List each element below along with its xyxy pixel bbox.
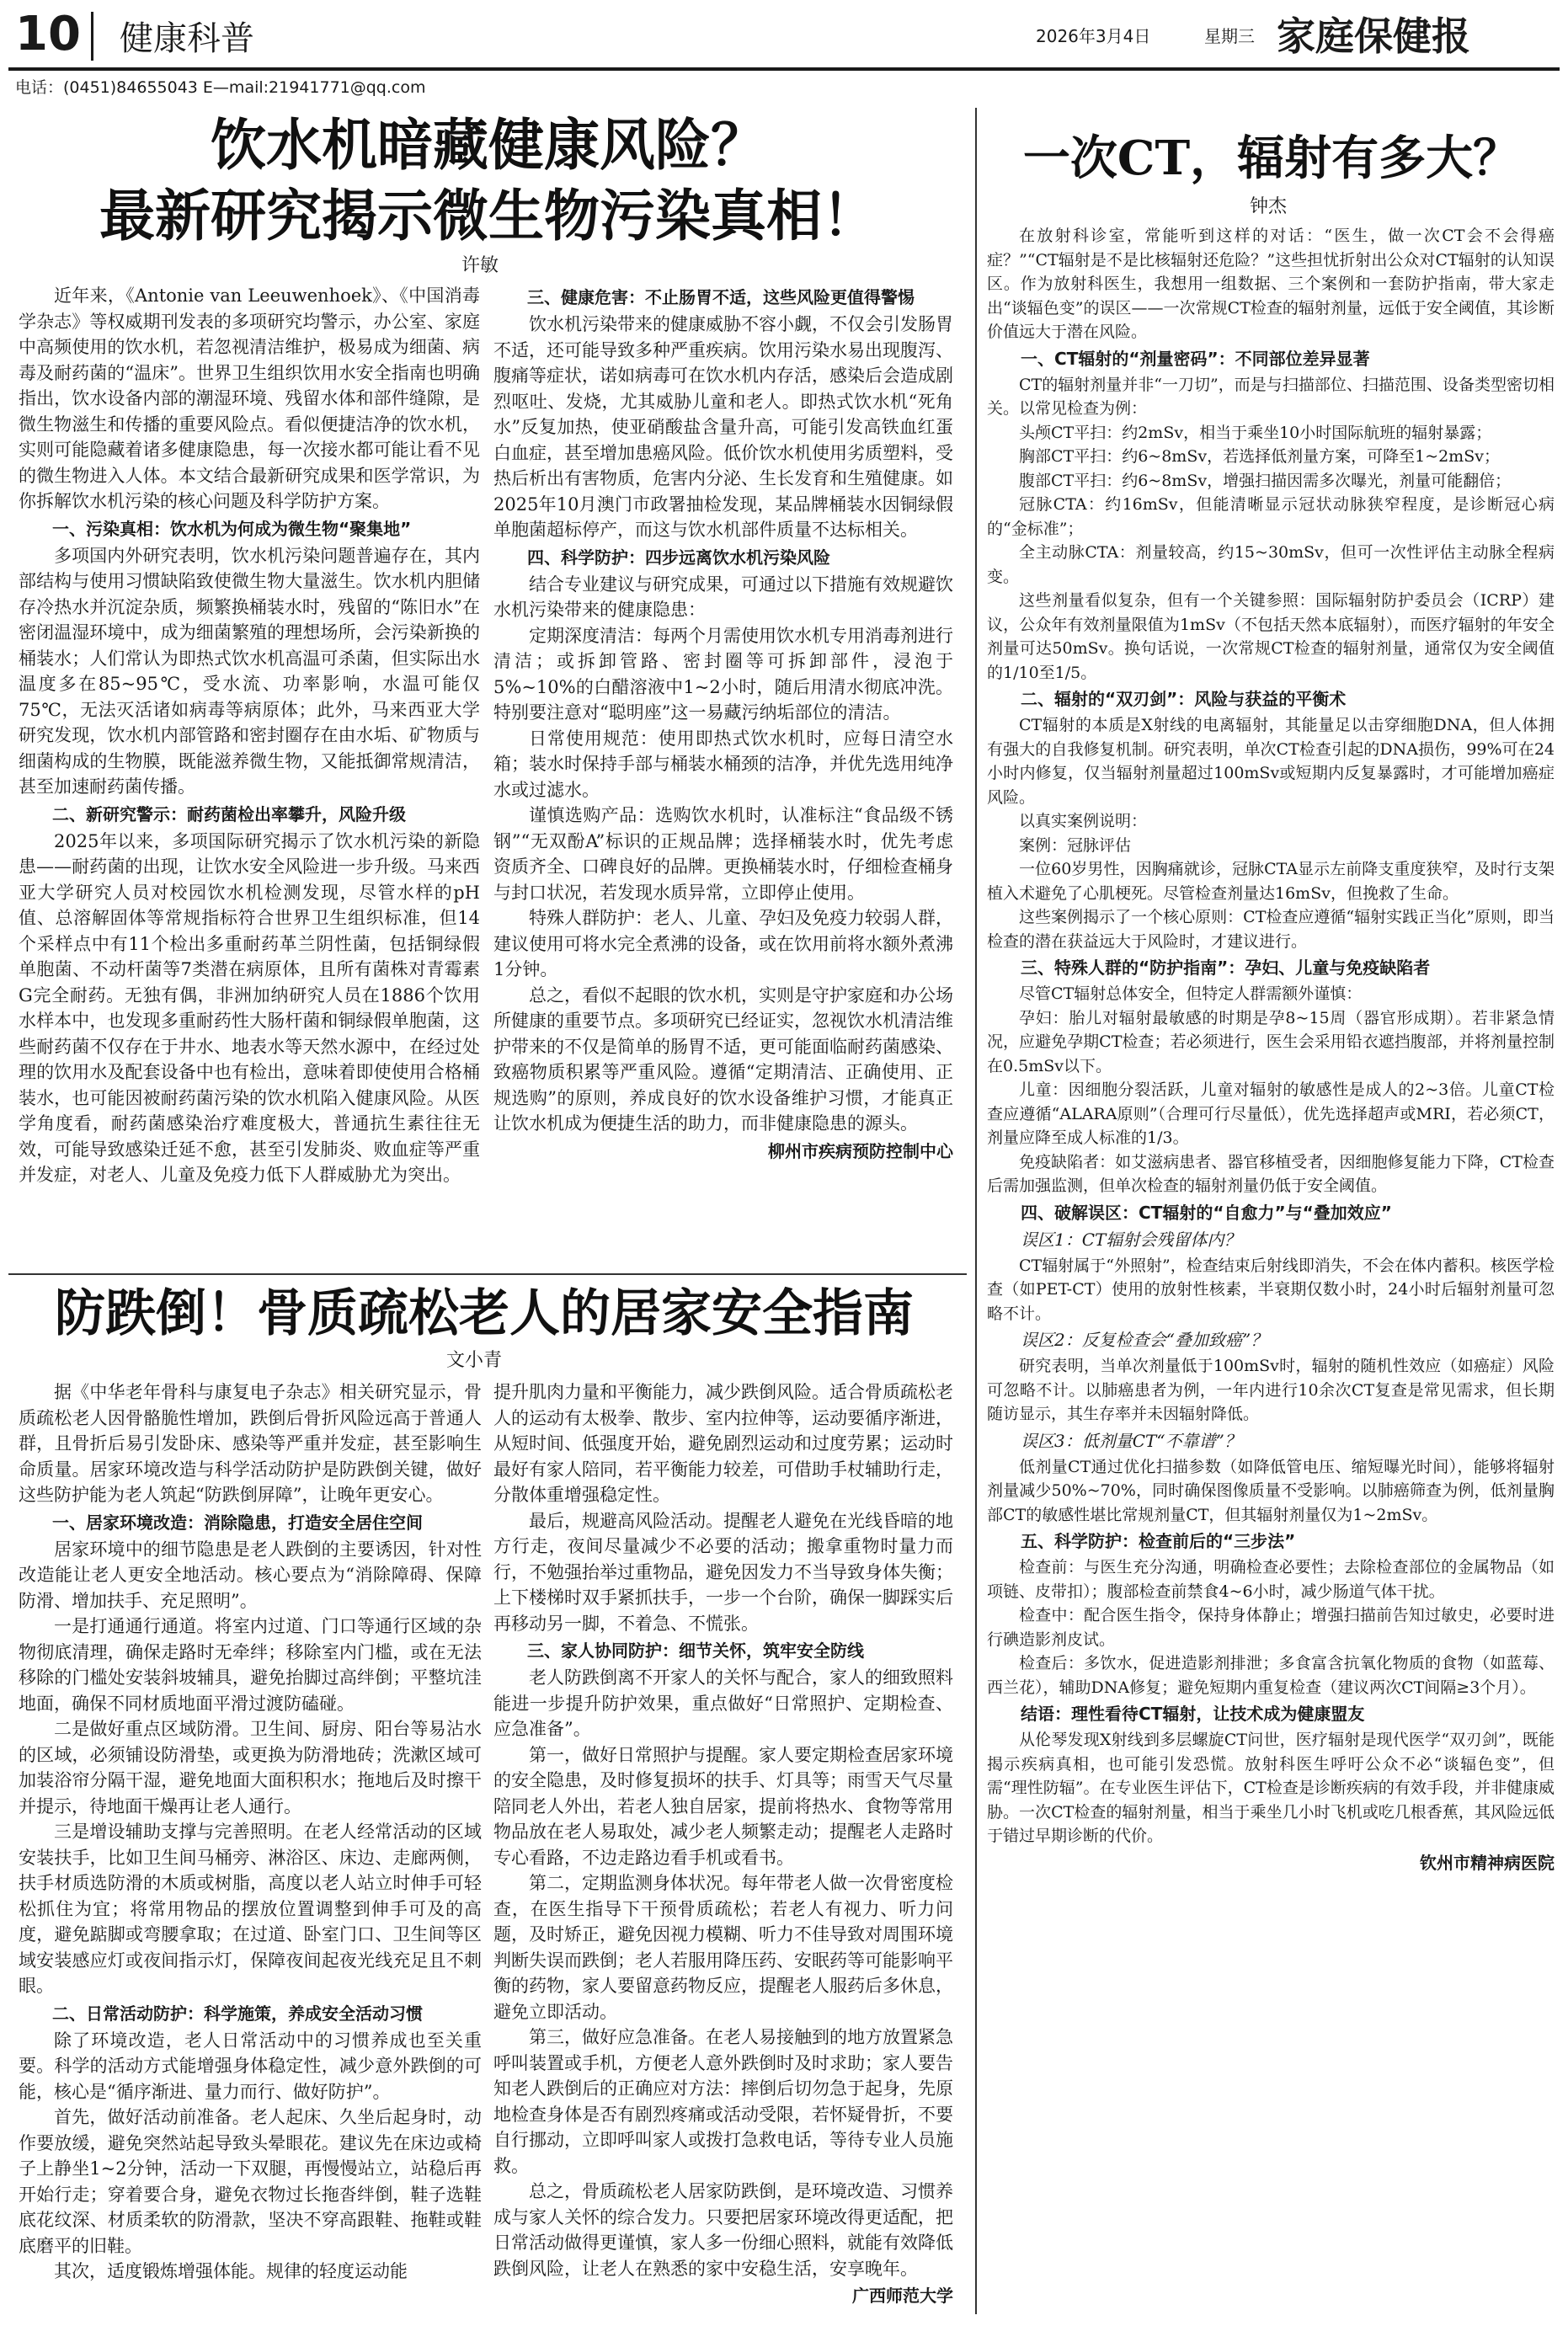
- article2-subheading: 误区3：低剂量CT“不靠谱”？: [1021, 1430, 1241, 1451]
- paragraph: 总之，骨质疏松老人居家防跌倒，是环境改造、习惯养成与家人关怀的综合发力。只要把居家环境改得更适配，把日常活动做得更谨慎，家人多一份细心照料，就能有效降低跌倒风险，让老人在熟悉的家中安稳生活，安享晚年。: [493, 2181, 953, 2279]
- page-number: 10: [15, 7, 81, 61]
- paragraph: CT的辐射剂量并非“一刀切”，而是与扫描部位、扫描范围、设备类型密切相关。以常见检查为例：: [987, 375, 1555, 418]
- issue-date: 2026年3月4日: [1036, 26, 1151, 46]
- paragraph: 多项国内外研究表明，饮水机污染问题普遍存在，其内部结构与使用习惯缺陷致使微生物大量滋生。饮水机内胆储存冷热水并沉淀杂质，频繁换桶装水时，残留的“陈旧水”在密闭温湿环境中，成为细菌繁殖的理想场所，会污染新换的桶装水；人们常认为即热式饮水机高温可杀菌，但实际出水温度多在85~95℃，受水流、功率影响，水温可能仅75℃，无法灭活诸如病毒等病原体；此外，马来西亚大学研究发现，饮水机内部管路和密封圈存在由水垢、矿物质与细菌构成的生物膜，既能滋养微生物，又能抵御常规清洁，甚至加速耐药菌传播。: [19, 545, 480, 797]
- article2-heading-2: 二、辐射的“双刃剑”：风险与获益的平衡术: [1021, 689, 1347, 709]
- article3-heading-2: 二、日常活动防护：科学施策，养成安全活动习惯: [52, 2003, 423, 2024]
- paragraph: 以真实案例说明：: [1019, 812, 1148, 830]
- paragraph: 案例：冠脉评估: [1019, 835, 1132, 855]
- article3-heading-1: 一、居家环境改造：消除隐患，打造安全居住空间: [52, 1512, 423, 1533]
- paragraph: 提升肌肉力量和平衡能力，减少跌倒风险。适合骨质疏松老人的运动有太极拳、散步、室内拉伸等，运动要循序渐进，从短时间、低强度开始，避免剧烈运动和过度劳累；运动时最好有家人陪同，若平衡能力较差，可借助手杖辅助行走，分散体重增强稳定性。: [493, 1382, 953, 1505]
- paragraph: 检查后：多饮水，促进造影剂排泄；多食富含抗氧化物质的食物（如蓝莓、西兰花），辅助DNA修复；避免短期内重复检查（建议两次CT间隔≥3个月）。: [987, 1654, 1555, 1697]
- paragraph: 孕妇：胎儿对辐射最敏感的时期是孕8~15周（器官形成期）。若非紧急情况，应避免孕期CT检查；若必须进行，医生会采用铅衣遮挡腹部，并将剂量控制在0.5mSv以下。: [987, 1008, 1555, 1075]
- paragraph: 二是做好重点区域防滑。卫生间、厨房、阳台等易沾水的区域，必须铺设防滑垫，或更换为防滑地砖；洗漱区域可加装浴帘分隔干湿，避免地面大面积积水；拖地后及时擦干并提示，待地面干燥再让老人通行。: [19, 1719, 482, 1817]
- paragraph: 除了环境改造，老人日常活动中的习惯养成也至关重要。科学的活动方式能增强身体稳定性，减少意外跌倒的可能，核心是“循序渐进、量力而行、做好防护”。: [19, 2030, 482, 2102]
- paragraph: 最后，规避高风险活动。提醒老人避免在光线昏暗的地方行走，夜间尽量减少不必要的活动；搬拿重物时量力而行，不勉强抬举过重物品，避免因发力不当导致身体失衡；上下楼梯时双手紧抓扶手，一步一个台阶，确保一脚踩实后再移动另一脚，不着急、不慌张。: [493, 1510, 953, 1634]
- paragraph: 一是打通通行通道。将室内过道、门口等通行区域的杂物彻底清理，确保走路时无牵绊；移除室内门槛，或在无法移除的门槛处安装斜坡辅具，避免抬脚过高绊倒；平整坑洼地面，确保不同材质地面平滑过渡防磕碰。: [19, 1616, 482, 1714]
- paragraph: 全主动脉CTA：剂量较高，约15~30mSv，但可一次性评估主动脉全程病变。: [987, 543, 1555, 586]
- article1-title-line1: 饮水机暗藏健康风险？: [211, 112, 766, 178]
- article-separator: [8, 1273, 967, 1275]
- paragraph: 低剂量CT通过优化扫描参数（如降低管电压、缩短曝光时间），能够将辐射剂量减少50%~70%，同时确保图像质量不受影响。以肺癌筛查为例，低剂量胸部CT的敏感性堪比常规剂量CT，但其辐射剂量仅为1~2mSv。: [987, 1457, 1555, 1524]
- paragraph: 居家环境中的细节隐患是老人跌倒的主要诱因，针对性改造能让老人更安全地活动。核心要点为“消除障碍、保障防滑、增加扶手、充足照明”。: [19, 1539, 482, 1611]
- paragraph: 研究表明，当单次剂量低于100mSv时，辐射的随机性效应（如癌症）风险可忽略不计。以肺癌患者为例，一年内进行10余次CT复查是常见需求，但长期随访显示，其生存率并未因辐射降低。: [987, 1357, 1555, 1423]
- paragraph: 其次，适度锻炼增强体能。规律的轻度运动能: [54, 2261, 408, 2281]
- paragraph: 冠脉CTA：约16mSv，但能清晰显示冠状动脉狭窄程度，是诊断冠心病的“金标准”；: [987, 495, 1555, 538]
- paragraph: 在放射科诊室，常能听到这样的对话：“医生，做一次CT会不会得癌症？”“CT辐射是不是比核辐射还危险？”这些担忧折射出公众对CT辐射的认知误区。作为放射科医生，我想用一组数据、三个案例和一套防护指南，带大家走出“谈辐色变”的误区——一次常规CT检查的辐射剂量，远低于安全阈值，其诊断价值远大于潜在风险。: [987, 227, 1555, 341]
- contact-line: 电话：(0451)84655043 E—mail:21941771@qq.com: [15, 78, 426, 97]
- article2-subheading: 误区2：反复检查会“叠加致癌”？: [1021, 1330, 1268, 1350]
- paragraph: 检查中：配合医生指令，保持身体静止；增强扫描前告知过敏史，必要时进行碘造影剂皮试。: [987, 1606, 1555, 1649]
- paragraph: 饮水机污染带来的健康威胁不容小觑，不仅会引发肠胃不适，还可能导致多种严重疾病。饮用污染水易出现腹泻、腹痛等症状，诺如病毒可在饮水机内存活，感染后会造成剧烈呕吐、发烧，尤其威胁儿童和老人。即热式饮水机“死角水”反复加热，使亚硝酸盐含量升高，可能引发高铁血红蛋白血症，甚至增加患癌风险。低价饮水机使用劣质塑料，受热后析出有害物质，危害内分泌、生长发育和生殖健康。如2025年10月澳门市政署抽检发现，某品牌桶装水因铜绿假单胞菌超标停产，而这与饮水机部件质量不达标相关。: [493, 314, 953, 540]
- article2-heading-1: 一、CT辐射的“剂量密码”：不同部位差异显著: [1021, 348, 1370, 369]
- page-header: [0, 0, 1568, 71]
- paragraph: 2025年以来，多项国际研究揭示了饮水机污染的新隐患——耐药菌的出现，让饮水安全风险进一步升级。马来西亚大学研究人员对校园饮水机检测发现，尽管水样的pH值、总溶解固体等常规指标符合世界卫生组织标准，但14个采样点中有11个检出多重耐药革兰阴性菌，包括铜绿假单胞菌、不动杆菌等7类潜在病原体，且所有菌株对青霉素G完全耐药。无独有偶，非洲加纳研究人员在1886个饮用水样本中，也发现多重耐药性大肠杆菌和铜绿假单胞菌，这些耐药菌不仅存在于井水、地表水等天然水源中，在经过处理的饮用水及配套设备中也有检出，意味着即使使用合格桶装水，也可能因被耐药菌污染的饮水机陷入健康风险。从医学角度看，耐药菌感染治疗难度极大，普通抗生素往往无效，可能导致感染迁延不愈，甚至引发肺炎、败血症等严重并发症，对老人、儿童及免疫力低下人群威胁尤为突出。: [19, 830, 480, 1185]
- article3-heading-3: 三、家人协同防护：细节关怀，筑牢安全防线: [527, 1640, 864, 1661]
- article2-column: [987, 224, 1555, 2316]
- paragraph: 特殊人群防护：老人、儿童、孕妇及免疫力较弱人群，建议使用可将水完全煮沸的设备，或在饮用前将水额外煮沸1分钟。: [493, 908, 953, 979]
- article1-source: 柳州市疾病预防控制中心: [768, 1140, 953, 1161]
- paragraph: 近年来，《Antonie van Leeuwenhoek》、《中国消毒学杂志》等权威期刊发表的多项研究均警示，办公室、家庭中高频使用的饮水机，若忽视清洁维护，极易成为细菌、病毒及耐药菌的“温床”。世界卫生组织饮用水安全指南也明确指出，饮水设备内部的潮湿环境、残留水体和部件缝隙，是微生物滋生和传播的重要风险点。看似便捷洁净的饮水机，实则可能隐藏着诸多健康隐患，每一次接水都可能让看不见的微生物进入人体。本文结合最新研究成果和医学常识，为你拆解饮水机污染的核心问题及科学防护方案。: [19, 285, 480, 511]
- header-divider: [91, 12, 93, 61]
- article3-column-2: [493, 1379, 953, 2314]
- article1-heading-2: 二、新研究警示：耐药菌检出率攀升，风险升级: [52, 803, 406, 824]
- paragraph: 三是增设辅助支撑与完善照明。在老人经常活动的区域安装扶手，比如卫生间马桶旁、淋浴区、床边、走廊两侧，扶手材质选防滑的木质或树脂，高度以老人站立时伸手可轻松抓住为宜；将常用物品的摆放位置调整到伸手可及的高度，避免踮脚或弯腰拿取；在过道、卧室门口、卫生间等区域安装感应灯或夜间指示灯，保障夜间起夜光线充足且不刺眼。: [19, 1822, 482, 1996]
- paragraph: 一位60岁男性，因胸痛就诊，冠脉CTA显示左前降支重度狭窄，及时行支架植入术避免了心肌梗死。尽管检查剂量达16mSv，但挽救了生命。: [987, 860, 1555, 903]
- section-title: 健康科普: [120, 19, 254, 58]
- article1-heading-3: 三、健康危害：不止肠胃不适，这些风险更值得警惕: [527, 287, 915, 307]
- paragraph: CT辐射属于“外照射”，检查结束后射线即消失，不会在体内蓄积。核医学检查（如PET-CT）使用的放射性核素，半衰期仅数小时，24小时后辐射剂量可忽略不计。: [987, 1256, 1555, 1323]
- article2-heading-3: 三、特殊人群的“防护指南”：孕妇、儿童与免疫缺陷者: [1021, 958, 1431, 978]
- newspaper-name: 家庭保健报: [1277, 13, 1470, 59]
- article3-column-1: [19, 1379, 482, 2314]
- paragraph: 检查前：与医生充分沟通，明确检查必要性；去除检查部位的金属物品（如项链、皮带扣）；腹部检查前禁食4~6小时，减少肠道气体干扰。: [987, 1558, 1555, 1601]
- header-rule: [8, 67, 1560, 71]
- article2-heading-4: 四、破解误区：CT辐射的“自愈力”与“叠加效应”: [1021, 1202, 1392, 1223]
- article1-author: 许敏: [461, 255, 499, 276]
- article2-heading-5: 五、科学防护：检查前后的“三步法”: [1021, 1531, 1296, 1551]
- article2-title: 一次CT，辐射有多大？: [1022, 131, 1521, 186]
- paragraph: 腹部CT平扫：约6~8mSv，增强扫描因需多次曝光，剂量可能翻倍；: [1019, 471, 1512, 490]
- paragraph: 这些剂量看似复杂，但有一个关键参照：国际辐射防护委员会（ICRP）建议，公众年有效剂量限值为1mSv（不包括天然本底辐射），而医疗辐射的年安全剂量可达50mSv。换句话说，一次常规CT检查的辐射剂量，通常仅为安全阈值的1/10至1/5。: [987, 591, 1555, 682]
- article1-heading-4: 四、科学防护：四步远离饮水机污染风险: [527, 547, 830, 568]
- paragraph: 谨慎选购产品：选购饮水机时，认准标注“食品级不锈钢”“无双酚A”标识的正规品牌；选择桶装水时，优先考虑资质齐全、口碑良好的品牌。更换桶装水时，仔细检查桶身与封口状况，若发现水质异常，立即停止使用。: [493, 805, 953, 903]
- paragraph: 总之，看似不起眼的饮水机，实则是守护家庭和办公场所健康的重要节点。多项研究已经证实，忽视饮水机清洁维护带来的不仅是简单的肠胃不适，更可能面临耐药菌感染、致癌物质积累等严重风险。遵循“定期清洁、正确使用、正规选购”的原则，养成良好的饮水设备维护习惯，才能真正让饮水机成为便捷生活的助力，而非健康隐患的源头。: [493, 984, 953, 1134]
- column-separator: [975, 108, 977, 2314]
- paragraph: 据《中华老年骨科与康复电子杂志》相关研究显示，骨质疏松老人因骨骼脆性增加，跌倒后骨折风险远高于普通人群，且骨折后易引发卧床、感染等严重并发症，甚至影响生命质量。居家环境改造与科学活动防护是防跌倒关键，做好这些防护能为老人筑起“防跌倒屏障”，让晚年更安心。: [19, 1382, 482, 1505]
- paragraph: 首先，做好活动前准备。老人起床、久坐后起身时，动作要放缓，避免突然站起导致头晕眼花。建议先在床边或椅子上静坐1~2分钟，活动一下双腿，再慢慢站立，站稳后再开始行走；穿着要合身，避免衣物过长拖沓绊倒，鞋子选鞋底花纹深、材质柔软的防滑款，坚决不穿高跟鞋、拖鞋或鞋底磨平的旧鞋。: [19, 2107, 482, 2256]
- paragraph: 胸部CT平扫：约6~8mSv，若选择低剂量方案，可降至1~2mSv；: [1019, 447, 1500, 466]
- paragraph: 头颅CT平扫：约2mSv，相当于乘坐10小时国际航班的辐射暴露；: [1019, 423, 1492, 442]
- paragraph: 尽管CT辐射总体安全，但特定人群需额外谨慎：: [1019, 984, 1363, 1003]
- paragraph: 免疫缺陷者：如艾滋病患者、器官移植受者，因细胞修复能力下降，CT检查后需加强监测，但单次检查的辐射剂量仍低于安全阈值。: [987, 1152, 1555, 1195]
- article2-author: 钟杰: [1250, 196, 1288, 217]
- paragraph: 日常使用规范：使用即热式饮水机时，应每日清空水箱；装水时保持手部与桶装水桶颈的洁净，并优先选用纯净水或过滤水。: [493, 728, 953, 800]
- paragraph: 定期深度清洁：每两个月需使用饮水机专用消毒剂进行清洁；或拆卸管路、密封圈等可拆卸部件，浸泡于5%~10%的白醋溶液中1~2小时，随后用清水彻底冲洗。特别要注意对“聪明座”这一易藏污纳垢部位的清洁。: [493, 625, 953, 723]
- paragraph: 这些案例揭示了一个核心原则：CT检查应遵循“辐射实践正当化”原则，即当检查的潜在获益远大于风险时，才建议进行。: [987, 908, 1555, 951]
- article1-heading-1: 一、污染真相：饮水机为何成为微生物“聚集地”: [52, 518, 412, 539]
- paragraph: 儿童：因细胞分裂活跃，儿童对辐射的敏感性是成人的2~3倍。儿童CT检查应遵循“ALARA原则”（合理可行尽量低），优先选择超声或MRI，若必须CT，剂量应降至成人标准的1/3。: [987, 1080, 1555, 1147]
- paragraph: 第一，做好日常照护与提醒。家人要定期检查居家环境的安全隐患，及时修复损坏的扶手、灯具等；雨雪天气尽量陪同老人外出，若老人独自居家，提前将热水、食物等常用物品放在老人易取处，减少老人频繁走动；提醒老人走路时专心看路，不边走路边看手机或看书。: [493, 1744, 953, 1868]
- article3-source: 广西师范大学: [852, 2286, 953, 2306]
- article1-column-2: [493, 283, 953, 1268]
- paragraph: 结合专业建议与研究成果，可通过以下措施有效规避饮水机污染带来的健康隐患：: [493, 573, 953, 620]
- article2-conclusion-heading: 结语：理性看待CT辐射，让技术成为健康盟友: [1021, 1704, 1365, 1724]
- paragraph: 从伦琴发现X射线到多层螺旋CT问世，医疗辐射是现代医学“双刃剑”，既能揭示疾病真相，也可能引发恐慌。放射科医生呼吁公众不必“谈辐色变”，但需“理性防辐”。在专业医生评估下，CT检查是诊断疾病的有效手段，并非健康威胁。一次CT检查的辐射剂量，相当于乘坐几小时飞机或吃几根香蕉，其风险远低于错过早期诊断的代价。: [987, 1731, 1555, 1845]
- article1-column-1: [19, 283, 480, 1268]
- paragraph: 第三，做好应急准备。在老人易接触到的地方放置紧急呼叫装置或手机，方便老人意外跌倒时及时求助；家人要告知老人跌倒后的正确应对方法：摔倒后切勿急于起身，先原地检查身体是否有剧烈疼痛或活动受限，若怀疑骨折，不要自行挪动，立即呼叫家人或拨打急救电话，等待专业人员施救。: [493, 2027, 953, 2176]
- article2-source: 钦州市精神病医院: [1420, 1852, 1555, 1873]
- paragraph: 老人防跌倒离不开家人的关怀与配合，家人的细致照料能进一步提升防护效果，重点做好“日常照护、定期检查、应急准备”。: [493, 1667, 953, 1739]
- article2-subheading: 误区1：CT辐射会残留体内？: [1021, 1229, 1241, 1250]
- issue-weekday: 星期三: [1204, 26, 1255, 46]
- article1-title-line2: 最新研究揭示微生物污染真相！: [99, 183, 877, 248]
- paragraph: CT辐射的本质是X射线的电离辐射，其能量足以击穿细胞DNA，但人体拥有强大的自我修复机制。研究表明，单次CT检查引起的DNA损伤，99%可在24小时内修复，仅当辐射剂量超过100mSv或短期内反复暴露时，才可能增加癌症风险。: [987, 716, 1555, 807]
- article3-title: 防跌倒！骨质疏松老人的居家安全指南: [55, 1284, 914, 1343]
- paragraph: 第二，定期监测身体状况。每年带老人做一次骨密度检查，在医生指导下干预骨质疏松；若老人有视力、听力问题，及时矫正，避免因视力模糊、听力不佳导致对周围环境判断失误而跌倒；老人若服用降压药、安眠药等可能影响平衡的药物，家人要留意药物反应，提醒老人服药后多休息，避免立即活动。: [493, 1873, 953, 2022]
- article3-author: 文小青: [446, 1350, 503, 1371]
